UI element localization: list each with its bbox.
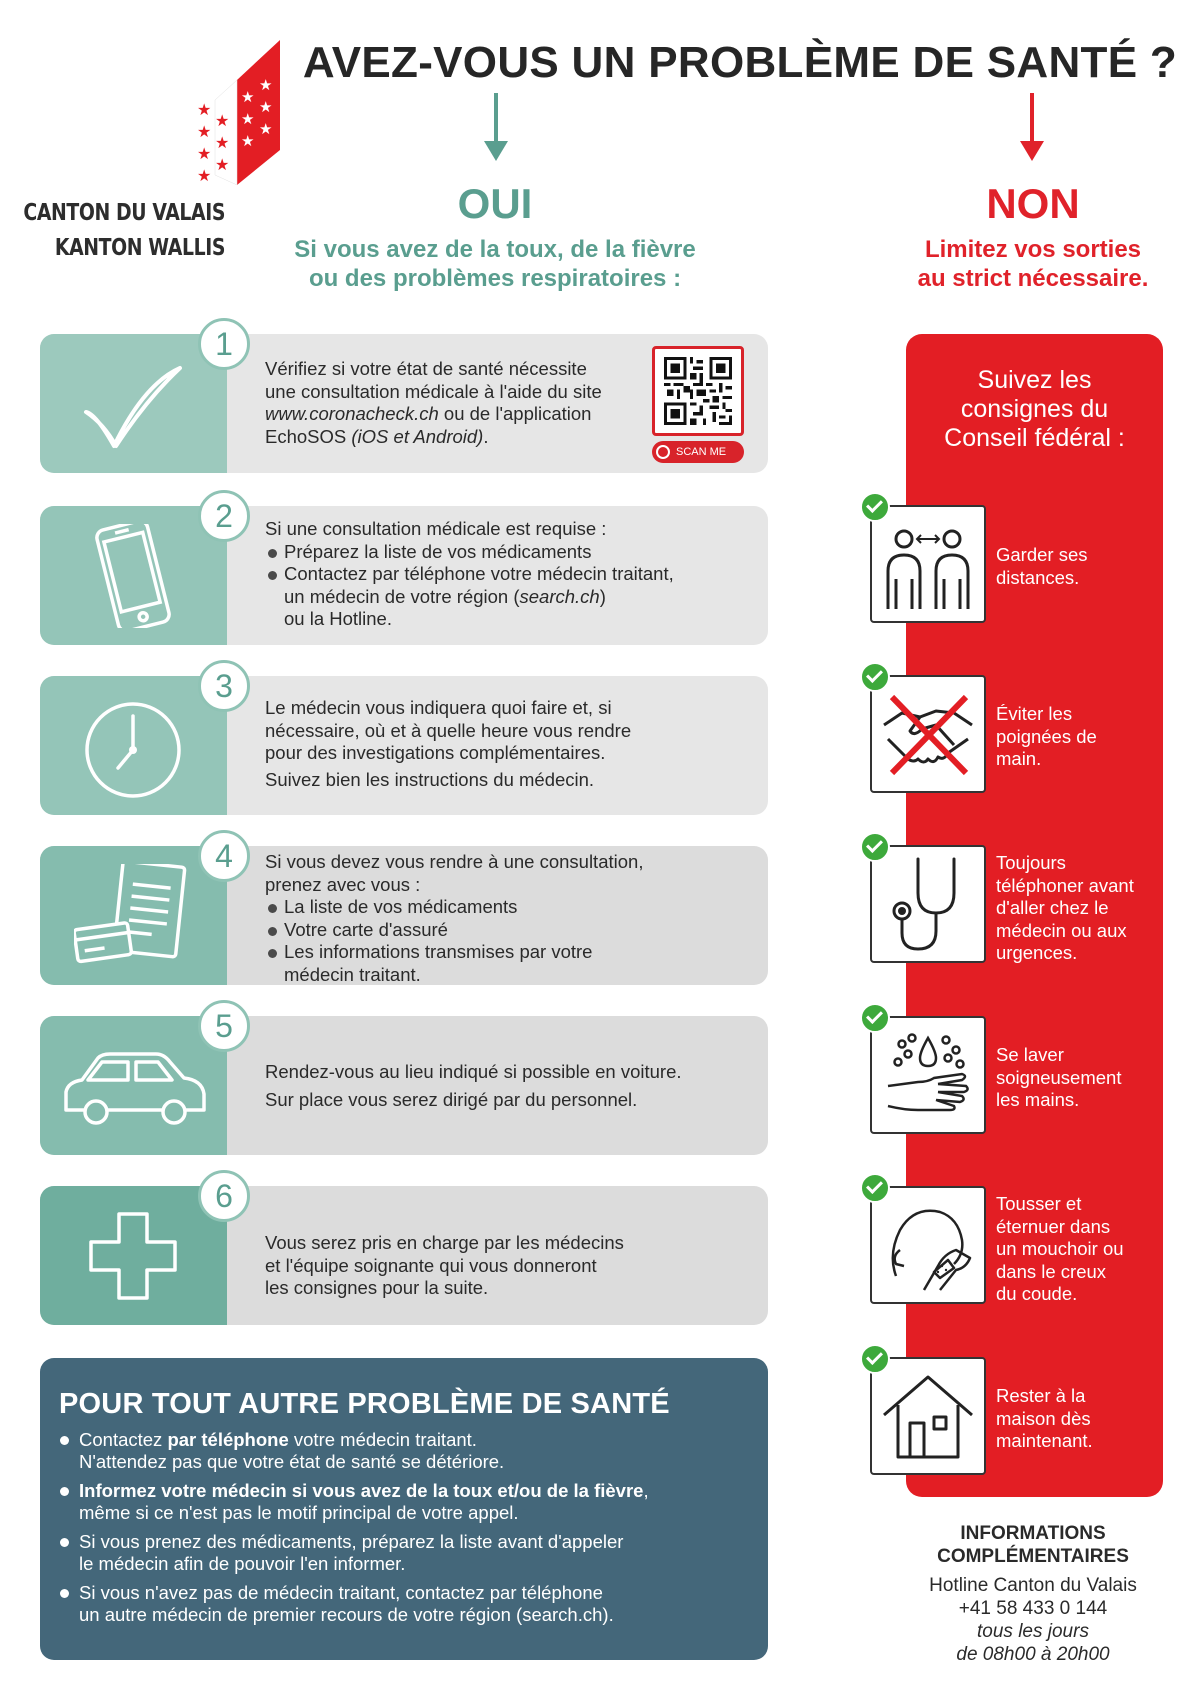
svg-text:★: ★ bbox=[259, 98, 273, 116]
list-text: Si vous n'avez pas de médecin traitant, contactez par téléphone bbox=[79, 1582, 603, 1603]
clock-icon bbox=[74, 694, 192, 798]
step-3 bbox=[40, 668, 768, 815]
oui-subtitle-line: ou des problèmes respiratoires : bbox=[308, 265, 682, 292]
step-text-fragment: ) bbox=[599, 585, 606, 607]
check-icon bbox=[860, 1003, 890, 1033]
no-handshake-icon bbox=[878, 683, 978, 785]
arrow-down-icon bbox=[1017, 93, 1047, 163]
step-bullets bbox=[265, 541, 735, 631]
step-bullet bbox=[265, 563, 735, 631]
list-text: votre médecin traitant. bbox=[288, 1429, 477, 1450]
svg-text:★: ★ bbox=[241, 132, 255, 150]
tip-text-line: un mouchoir ou bbox=[996, 1238, 1124, 1259]
info-title-line: COMPLÉMENTAIRES bbox=[937, 1546, 1129, 1567]
step-text-line: Le médecin vous indiquera quoi faire et, si bbox=[265, 697, 612, 718]
hand-washing-icon bbox=[878, 1024, 978, 1126]
step-1 bbox=[40, 326, 768, 473]
social-distance-icon bbox=[878, 513, 978, 615]
step-text-fragment: . bbox=[483, 425, 489, 447]
app-name: EchoSOS bbox=[265, 425, 352, 447]
page-title: AVEZ-VOUS UN PROBLÈME DE SANTÉ ? bbox=[302, 38, 1178, 87]
list-item bbox=[59, 1480, 749, 1524]
step-text-line: Sur place vous serez dirigé par du personnel. bbox=[265, 1089, 638, 1110]
qr-code-icon bbox=[663, 357, 733, 425]
step-2 bbox=[40, 498, 768, 645]
tip-wash-hands-text bbox=[996, 1044, 1156, 1112]
tip-text-line: distances. bbox=[996, 566, 1080, 588]
svg-text:★: ★ bbox=[215, 133, 230, 152]
check-icon bbox=[860, 832, 890, 862]
step-text-line: prenez avec vous : bbox=[265, 873, 421, 895]
list-text: , bbox=[643, 1480, 649, 1501]
scan-me-badge[interactable] bbox=[652, 441, 744, 463]
info-title-line: INFORMATIONS bbox=[960, 1523, 1106, 1544]
tip-text-line: Rester à la bbox=[996, 1385, 1086, 1406]
step-text-fragment: un médecin de votre région ( bbox=[284, 585, 520, 607]
tip-text-line: téléphoner avant bbox=[996, 874, 1134, 896]
list-text: le médecin afin de pouvoir l'en informer. bbox=[79, 1553, 406, 1574]
svg-text:★: ★ bbox=[197, 166, 212, 185]
list-item bbox=[59, 1429, 749, 1473]
tip-handshake-box bbox=[870, 675, 986, 793]
svg-text:★: ★ bbox=[241, 88, 255, 106]
step-text-line: pour des investigations complémentaires. bbox=[265, 742, 606, 763]
qr-code[interactable] bbox=[652, 346, 744, 436]
step-text-line: nécessaire, où et à quelle heure vous rendre bbox=[265, 719, 632, 741]
tip-text-line: Se laver bbox=[996, 1044, 1064, 1065]
other-problems-list bbox=[59, 1429, 749, 1633]
tip-phone-doctor-box bbox=[870, 845, 986, 963]
step-number: 5 bbox=[198, 1000, 250, 1052]
other-problems-box bbox=[40, 1358, 768, 1660]
step-6 bbox=[40, 1178, 768, 1325]
step-icon-panel bbox=[40, 1016, 227, 1155]
tip-text-line: Garder ses bbox=[996, 544, 1088, 565]
tip-text-line: médecin ou aux bbox=[996, 919, 1127, 941]
title-line: Suivez les bbox=[977, 366, 1092, 394]
canton-name-de: KANTON WALLIS bbox=[54, 235, 226, 261]
check-icon bbox=[860, 662, 890, 692]
tip-text-line: éternuer dans bbox=[996, 1215, 1111, 1237]
tip-text-line: main. bbox=[996, 748, 1042, 769]
step-text-line: une consultation médicale à l'aide du site bbox=[265, 380, 602, 402]
arrow-down-icon bbox=[481, 93, 511, 163]
list-text: N'attendez pas que votre état de santé se détériore. bbox=[79, 1451, 505, 1472]
federal-guidelines-title bbox=[906, 366, 1163, 453]
step-icon-panel bbox=[40, 676, 227, 815]
title-line: Conseil fédéral : bbox=[944, 424, 1125, 452]
step-icon-panel bbox=[40, 334, 227, 473]
car-icon bbox=[60, 1034, 208, 1138]
canton-name-fr: CANTON DU VALAIS bbox=[23, 200, 226, 226]
oui-subtitle-line: Si vous avez de la toux, de la fièvre bbox=[294, 236, 696, 263]
step-text-line: Rendez-vous au lieu indiqué si possible en voiture. bbox=[265, 1061, 682, 1082]
step-text-line: Si une consultation médicale est requise : bbox=[265, 518, 607, 539]
documents-icon bbox=[74, 864, 192, 968]
info-title bbox=[880, 1522, 1186, 1568]
tip-cough-box bbox=[870, 1186, 986, 1304]
step-text-fragment: ou la Hotline. bbox=[284, 608, 392, 629]
tip-stay-home-box bbox=[870, 1357, 986, 1475]
house-icon bbox=[878, 1365, 978, 1467]
step-5 bbox=[40, 1008, 768, 1155]
step-number: 2 bbox=[198, 490, 250, 542]
checkmark-icon bbox=[74, 352, 192, 456]
check-icon bbox=[860, 1344, 890, 1374]
step-text bbox=[265, 518, 735, 631]
hotline-name: Hotline Canton du Valais bbox=[929, 1575, 1137, 1596]
list-text: même si ce n'est pas le motif principal de votre appel. bbox=[79, 1502, 519, 1523]
step-number: 1 bbox=[198, 318, 250, 370]
step-text bbox=[265, 1058, 735, 1114]
phone-icon bbox=[656, 445, 670, 459]
step-text-line: et l'équipe soignante qui vous donneront bbox=[265, 1254, 597, 1276]
hotline-days: tous les jours bbox=[977, 1621, 1089, 1642]
step-bullet bbox=[265, 941, 735, 986]
svg-text:★: ★ bbox=[197, 122, 212, 141]
step-4 bbox=[40, 838, 768, 985]
other-problems-title: POUR TOUT AUTRE PROBLÈME DE SANTÉ bbox=[59, 1388, 670, 1420]
tip-distance-text bbox=[996, 544, 1156, 589]
non-subtitle-line: Limitez vos sorties bbox=[924, 236, 1142, 263]
tip-text-line: d'aller chez le bbox=[996, 897, 1109, 918]
svg-text:★: ★ bbox=[197, 100, 212, 119]
scan-me-label: SCAN ME bbox=[676, 446, 727, 458]
non-label: NON bbox=[986, 180, 1080, 227]
list-text-bold: Informez votre médecin si vous avez de la toux et/ou de la fièvre bbox=[79, 1480, 644, 1501]
svg-text:★: ★ bbox=[259, 120, 273, 138]
step-bullet: La liste de vos médicaments bbox=[265, 896, 735, 919]
tip-text-line: maison dès bbox=[996, 1407, 1091, 1429]
title-line: consignes du bbox=[960, 395, 1109, 423]
step-number: 4 bbox=[198, 830, 250, 882]
tip-text-line: poignées de bbox=[996, 725, 1097, 747]
step-text-line: Vous serez pris en charge par les médecins bbox=[265, 1232, 624, 1253]
tip-cough-text bbox=[996, 1193, 1156, 1306]
tip-text-line: les mains. bbox=[996, 1089, 1080, 1110]
medical-cross-icon bbox=[74, 1204, 192, 1308]
svg-text:★: ★ bbox=[259, 76, 273, 94]
tip-text-line: dans le creux bbox=[996, 1260, 1107, 1282]
step-text-line: les consignes pour la suite. bbox=[265, 1277, 489, 1298]
oui-label: OUI bbox=[457, 180, 533, 227]
cough-elbow-icon bbox=[878, 1194, 978, 1296]
tip-text-line: urgences. bbox=[996, 942, 1078, 963]
step-icon-panel bbox=[40, 1186, 227, 1325]
step-text-fragment: Contactez par téléphone votre médecin traitant, bbox=[284, 563, 674, 584]
svg-text:★: ★ bbox=[215, 111, 230, 130]
step-icon-panel bbox=[40, 506, 227, 645]
tip-text-line: Tousser et bbox=[996, 1193, 1082, 1214]
tip-text-line: maintenant. bbox=[996, 1430, 1093, 1451]
step-text-line: Si vous devez vous rendre à une consultation, bbox=[265, 851, 644, 872]
step-text-fragment: Les informations transmises par votre bbox=[284, 941, 593, 962]
search-ch-link[interactable]: search.ch bbox=[519, 585, 600, 607]
list-item bbox=[59, 1531, 749, 1575]
tip-handshake-text bbox=[996, 703, 1156, 771]
check-icon bbox=[860, 492, 890, 522]
tip-distance-box bbox=[870, 505, 986, 623]
non-subtitle-line: au strict nécessaire. bbox=[917, 265, 1149, 292]
list-text: un autre médecin de premier recours de votre région (search.ch). bbox=[79, 1604, 614, 1625]
tip-wash-hands-box bbox=[870, 1016, 986, 1134]
step-number: 3 bbox=[198, 660, 250, 712]
list-text-bold: par téléphone bbox=[167, 1429, 289, 1450]
list-item bbox=[59, 1582, 749, 1626]
oui-subtitle bbox=[270, 235, 720, 293]
tip-text-line: soigneusement bbox=[996, 1066, 1122, 1088]
svg-text:★: ★ bbox=[241, 110, 255, 128]
coronacheck-link[interactable]: www.coronacheck.ch bbox=[265, 403, 439, 424]
step-bullets bbox=[265, 896, 735, 986]
step-bullet: Préparez la liste de vos médicaments bbox=[265, 541, 735, 564]
non-subtitle bbox=[880, 235, 1186, 293]
step-icon-panel bbox=[40, 846, 227, 985]
hotline-phone[interactable]: +41 58 433 0 144 bbox=[958, 1598, 1108, 1619]
step-text-fragment: médecin traitant. bbox=[284, 963, 421, 985]
step-text-line: Suivez bien les instructions du médecin. bbox=[265, 768, 595, 790]
step-text-line: Vérifiez si votre état de santé nécessite bbox=[265, 358, 587, 379]
step-text bbox=[265, 1232, 735, 1300]
step-bullet: Votre carte d'assuré bbox=[265, 919, 735, 942]
app-platforms: (iOS et Android) bbox=[351, 425, 484, 447]
hotline-info bbox=[880, 1574, 1186, 1666]
check-icon bbox=[860, 1173, 890, 1203]
step-text-fragment: ou de l'application bbox=[438, 403, 592, 424]
tip-stay-home-text bbox=[996, 1385, 1156, 1453]
stethoscope-icon bbox=[878, 853, 978, 955]
tip-phone-doctor-text bbox=[996, 852, 1156, 965]
svg-text:★: ★ bbox=[215, 155, 230, 174]
step-text bbox=[265, 851, 735, 986]
tip-text-line: Éviter les bbox=[996, 703, 1073, 724]
step-number: 6 bbox=[198, 1170, 250, 1222]
smartphone-icon bbox=[74, 524, 192, 628]
step-text bbox=[265, 697, 735, 791]
list-text: Contactez bbox=[79, 1429, 168, 1450]
canton-logo-icon bbox=[195, 40, 280, 185]
tip-text-line: Toujours bbox=[996, 852, 1066, 873]
hotline-hours: de 08h00 à 20h00 bbox=[956, 1644, 1110, 1665]
list-text: Si vous prenez des médicaments, préparez la liste avant d'appeler bbox=[79, 1531, 624, 1552]
tip-text-line: du coude. bbox=[996, 1283, 1078, 1304]
svg-text:★: ★ bbox=[197, 144, 212, 163]
